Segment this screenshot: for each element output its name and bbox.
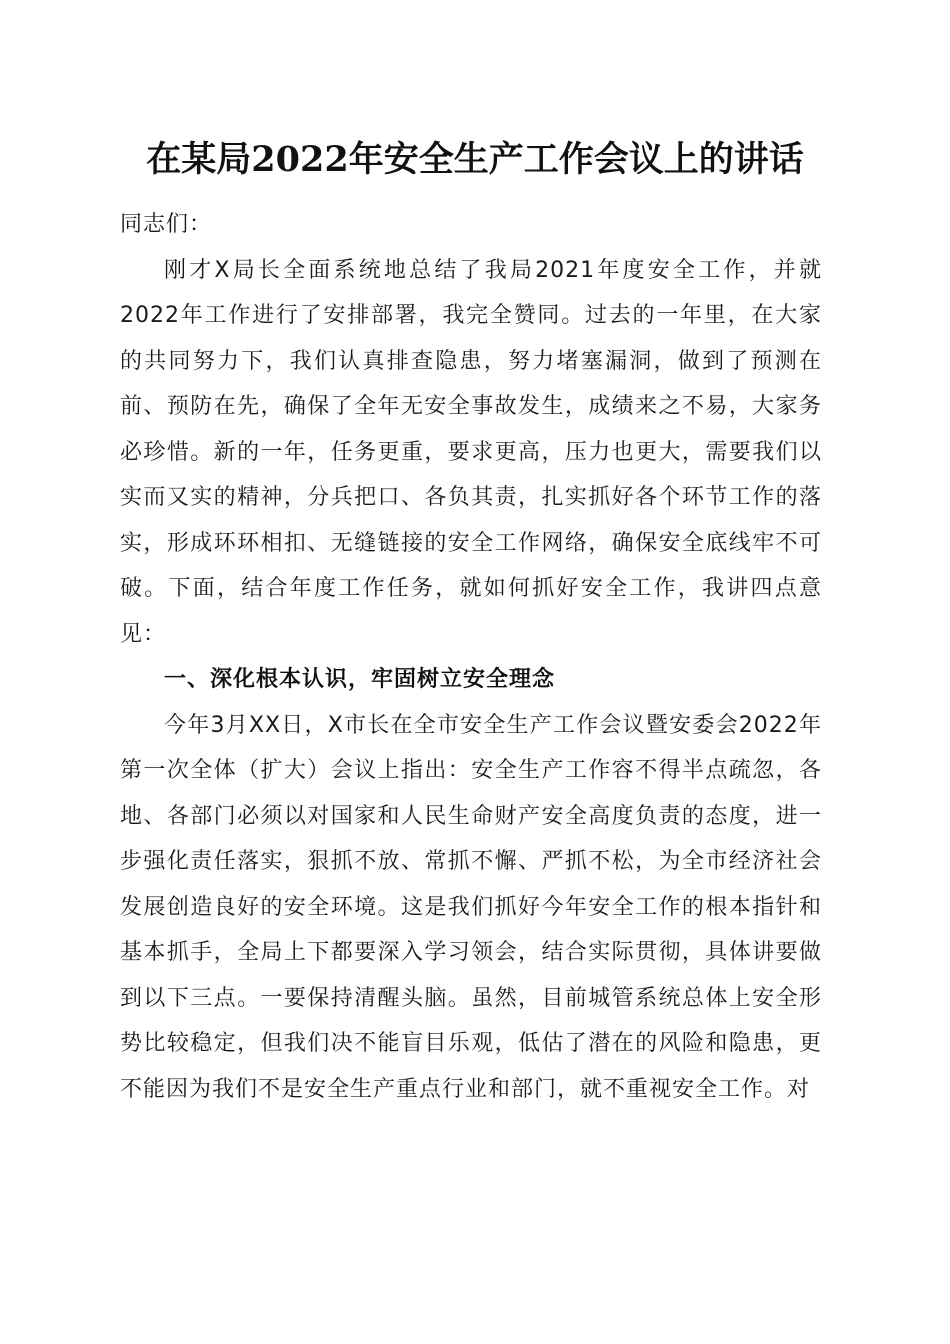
document-title: 在某局2022年安全生产工作会议上的讲话 (146, 139, 804, 180)
paragraph-intro: 刚才X局长全面系统地总结了我局2021年度安全工作，并就2022年工作进行了安排部署，我完全赞同。过去的一年里，在大家的共同努力下，我们认真排查隐患，努力堵塞漏洞，做到了预测在前、预防在先，确保了全年无安全事故发生，成绩来之不易，大家务必珍惜。新的一年，任务更重，要求更高，压力也更大，需要我们以实而又实的精神，分兵把口、各负其责，扎实抓好各个环节工作的落实，形成环环相扣、无缝链接的安全工作网络，确保安全底线牢不可破。下面，结合年度工作任务，就如何抓好安全工作，我讲四点意见： (120, 257, 822, 647)
section-heading: 一、深化根本认识，牢固树立安全理念 (164, 667, 556, 692)
paragraph-section-one: 今年3月XX日，X市长在全市安全生产工作会议暨安委会2022年第一次全体（扩大）会议上指出：安全生产工作容不得半点疏忽，各地、各部门必须以对国家和人民生命财产安全高度负责的态度，进一步强化责任落实，狠抓不放、常抓不懈、严抓不松，为全市经济社会发展创造良好的安全环境。这是我们抓好今年安全工作的根本指针和基本抓手，全局上下都要深入学习领会，结合实际贯彻，具体讲要做到以下三点。一要保持清醒头脑。虽然，目前城管系统总体上安全形势比较稳定，但我们决不能盲目乐观，低估了潜在的风险和隐患，更不能因为我们不是安全生产重点行业和部门，就不重视安全工作。对 (120, 712, 822, 1102)
salutation: 同志们： (120, 212, 213, 237)
document-body (120, 202, 822, 1112)
